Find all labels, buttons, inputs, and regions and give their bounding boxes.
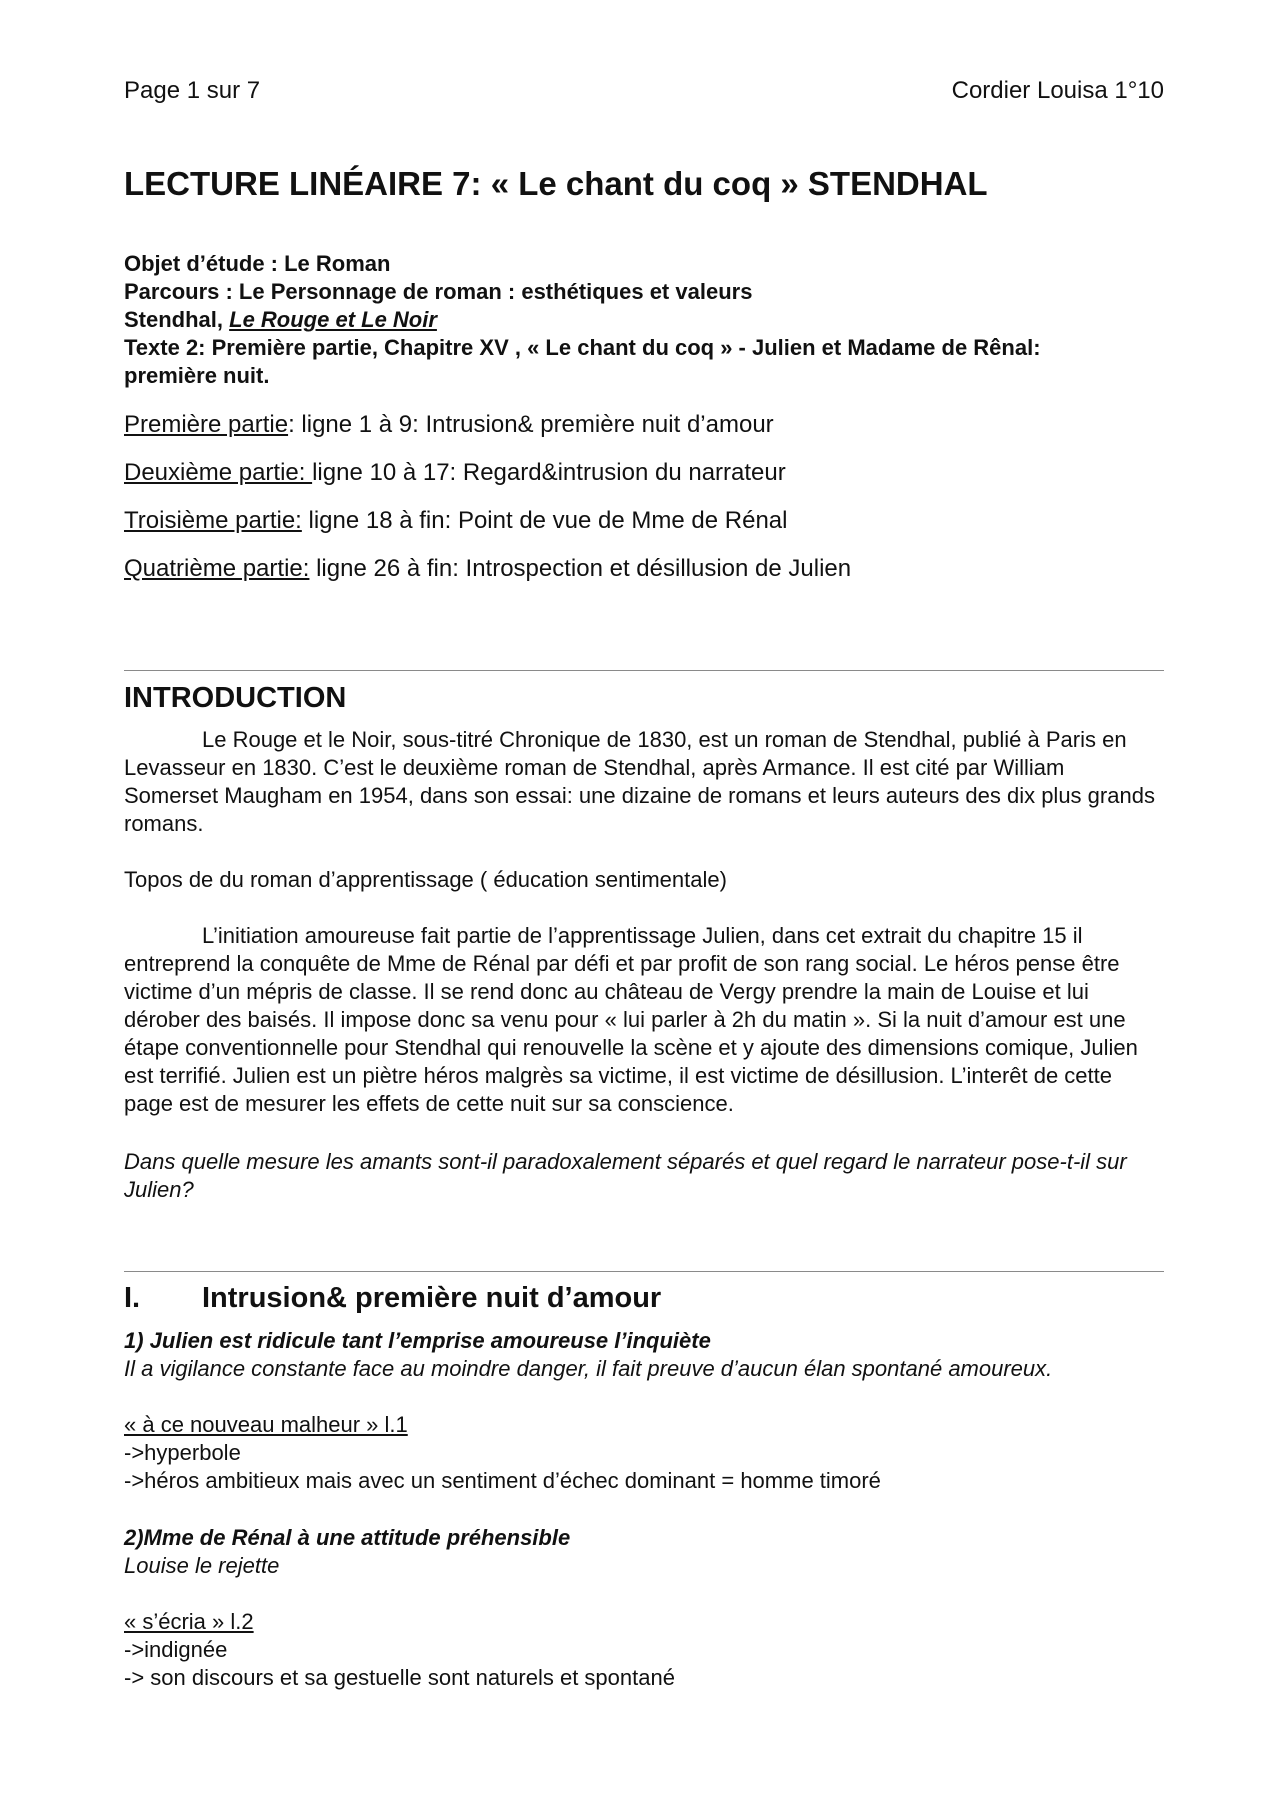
problematique: Dans quelle mesure les amants sont-il paradoxalement séparés et quel regard le narrateur pose-t-il sur Julien? bbox=[124, 1149, 1127, 1202]
study-metadata bbox=[124, 250, 1164, 390]
quote-line bbox=[124, 1411, 1164, 1439]
page-number: Page 1 sur 7 bbox=[124, 77, 261, 104]
intro-paragraph-2: Topos de du roman d’apprentissage ( éducation sentimentale) bbox=[124, 867, 727, 892]
subsection-title: 2)Mme de Rénal à une attitude préhensible bbox=[124, 1525, 571, 1550]
analysis-note: ->hyperbole bbox=[124, 1440, 241, 1465]
subsection-summary: Il a vigilance constante face au moindre danger, il fait preuve d’aucun élan spontané amoureux. bbox=[124, 1356, 1053, 1381]
part-2 bbox=[124, 458, 1164, 506]
section-title: Intrusion& première nuit d’amour bbox=[202, 1282, 662, 1314]
quote-line bbox=[124, 1608, 1164, 1636]
text-parts-list bbox=[124, 410, 1164, 602]
part-text: ligne 10 à 17: Regard&intrusion du narrateur bbox=[312, 459, 786, 486]
section-divider bbox=[124, 670, 1164, 671]
quote: « s’écria » l.2 bbox=[124, 1609, 254, 1634]
analysis-note: -> son discours et sa gestuelle sont naturels et spontané bbox=[124, 1665, 675, 1690]
objet-etude: Objet d’étude : Le Roman bbox=[124, 251, 391, 276]
parcours: Parcours : Le Personnage de roman : esthétiques et valeurs bbox=[124, 279, 753, 304]
part-label: Quatrième partie: bbox=[124, 555, 310, 582]
section-number: I. bbox=[124, 1282, 141, 1314]
part-4 bbox=[124, 554, 1164, 602]
texte-line-2: première nuit. bbox=[124, 363, 270, 388]
intro-paragraph-3: L’initiation amoureuse fait partie de l’apprentissage Julien, dans cet extrait du chapitre 15 il entreprend la conquête de Mme de Rénal par défi et par profit de son rang social. Le héros pense être victime d’un mépris de classe. Il se rend donc au château de Vergy prendre la main de Louise et lui dérober des baisés. Il impose donc sa venu pour « lui parler à 2h du matin ». Si la nuit d’amour est une étape conventionnelle pour Stendhal qui renouvelle la scène et y ajoute des dimensions comique, Julien est terrifié. Julien est un piètre héros malgrès sa victime, il est victime de désillusion. L’interêt de cette page est de mesurer les effets de cette nuit sur sa conscience. bbox=[124, 923, 1138, 1116]
subsection-summary: Louise le rejette bbox=[124, 1553, 280, 1578]
part-1 bbox=[124, 410, 1164, 458]
subsection-title: 1) Julien est ridicule tant l’emprise amoureuse l’inquiète bbox=[124, 1328, 711, 1353]
subsection-1 bbox=[124, 1327, 1164, 1495]
analysis-note: ->héros ambitieux mais avec un sentiment d’échec dominant = homme timoré bbox=[124, 1468, 881, 1493]
texte-line-1: Texte 2: Première partie, Chapitre XV , « Le chant du coq » - Julien et Madame de Rênal: bbox=[124, 335, 1041, 360]
quote: « à ce nouveau malheur » l.1 bbox=[124, 1412, 408, 1437]
section-1-heading bbox=[124, 1280, 661, 1316]
part-text: : ligne 1 à 9: Intrusion& première nuit d’amour bbox=[288, 411, 774, 438]
blank-line bbox=[124, 1383, 1164, 1411]
part-label: Troisième partie: bbox=[124, 507, 302, 534]
analysis-note: ->indignée bbox=[124, 1637, 228, 1662]
intro-paragraph-1: Le Rouge et le Noir, sous-titré Chronique de 1830, est un roman de Stendhal, publié à Paris en Levasseur en 1830. C’est le deuxième roman de Stendhal, après Armance. Il est cité par William Somerset Maugham en 1954, dans son essai: une dizaine de romans et leurs auteurs des dix plus grands romans. bbox=[124, 727, 1155, 836]
document-title: LECTURE LINÉAIRE 7: « Le chant du coq » STENDHAL bbox=[124, 165, 988, 202]
part-text: ligne 26 à fin: Introspection et désillusion de Julien bbox=[309, 555, 852, 582]
subsection-2 bbox=[124, 1524, 1164, 1692]
work-title: Le Rouge et Le Noir bbox=[229, 307, 437, 332]
part-label: Première partie bbox=[124, 411, 289, 438]
section-divider bbox=[124, 1271, 1164, 1272]
part-label: Deuxième partie: bbox=[124, 459, 313, 486]
work-reference bbox=[124, 306, 1164, 334]
part-3 bbox=[124, 506, 1164, 554]
work-author: Stendhal, bbox=[124, 307, 230, 332]
blank-line bbox=[124, 1580, 1164, 1608]
introduction-heading: INTRODUCTION bbox=[124, 682, 347, 714]
part-text: ligne 18 à fin: Point de vue de Mme de Rénal bbox=[301, 507, 788, 534]
author-name: Cordier Louisa 1°10 bbox=[951, 77, 1164, 104]
